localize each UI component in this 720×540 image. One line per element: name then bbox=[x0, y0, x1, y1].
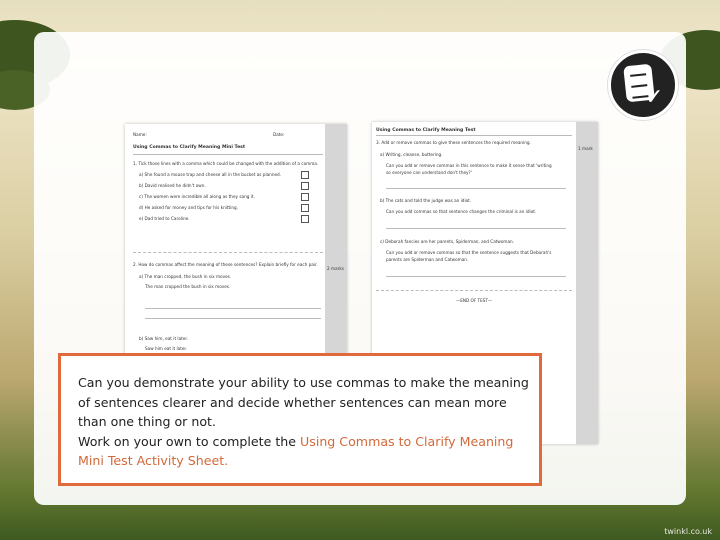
q1-item: c) The women were incredible all along as they sang it. bbox=[139, 194, 255, 199]
question-3: 3. Add or remove commas to give these sentences the required meaning. bbox=[376, 140, 531, 145]
q3-item: a) Writing, cleanse, buttering. bbox=[380, 152, 443, 157]
q2-item: Saw him eat it later. bbox=[145, 346, 188, 351]
q2-item: The man cropped the bush in six moves. bbox=[145, 284, 231, 289]
instruction-main: Can you demonstrate your ability to use commas to make the meaning of sentences clearer and decide whether sentences can mean more than one thing or not. bbox=[78, 375, 529, 429]
tick-box bbox=[301, 171, 309, 179]
q1-item: e) Dad tried to Caroline. bbox=[139, 216, 190, 221]
worksheet-thumbnail-1 bbox=[125, 124, 347, 364]
q3-item: c) Deborah fancies are her parents, Spiderman, and Catwoman. bbox=[380, 239, 515, 244]
marks-column bbox=[576, 122, 598, 444]
q3-item: parents are Spiderman and Catwoman. bbox=[386, 257, 469, 262]
q2-item: a) The man cropped, the bush in six moves. bbox=[139, 274, 232, 279]
q1-item: d) He asked for money and tips for his knitting. bbox=[139, 205, 238, 210]
tick-box bbox=[301, 204, 309, 212]
activity-sheet-link[interactable]: Using Commas to Clarify Meaning Mini Test Activity Sheet. bbox=[78, 433, 514, 468]
tick-box bbox=[301, 182, 309, 190]
instruction-line2: Work on your own to complete the bbox=[78, 433, 301, 449]
q3-item: so everyone can understand don't they?' bbox=[386, 170, 472, 175]
end-of-test: —END OF TEST— bbox=[456, 298, 493, 303]
footer-watermark: twinkl.co.uk bbox=[664, 527, 712, 536]
tick-box bbox=[301, 193, 309, 201]
q1-item: a) She found a mouse trap and cheese all in the bucket as planned. bbox=[139, 172, 282, 177]
marks-label: 1 mark bbox=[578, 146, 593, 151]
q2-item: b) Saw him, eat it later. bbox=[139, 336, 189, 341]
instruction-box bbox=[58, 353, 542, 486]
date-label: Date: bbox=[273, 132, 285, 137]
worksheet-logo-icon: ✓ bbox=[608, 50, 678, 120]
q3-item: Can you add commas so that sentence changes the criminal is an idiot. bbox=[386, 209, 537, 214]
question-2: 2. How do commas affect the meaning of these sentences? Explain briefly for each pair. bbox=[133, 262, 318, 267]
worksheet-title: Using Commas to Clarify Meaning Test bbox=[376, 128, 476, 133]
q3-item: b) The cats and told the judge was an idiot. bbox=[380, 198, 472, 203]
q1-item: b) David realised he didn't own. bbox=[139, 183, 206, 188]
marks-column bbox=[325, 124, 347, 364]
tick-box bbox=[301, 215, 309, 223]
worksheet-title: Using Commas to Clarify Meaning Mini Test bbox=[133, 145, 246, 150]
question-1: 1. Tick those lines with a comma which could be changed with the addition of a comma. bbox=[133, 161, 319, 166]
marks-label: 2 marks bbox=[327, 266, 344, 271]
q3-item: Can you add or remove commas in this sentence to make it sense that 'writing bbox=[386, 163, 552, 168]
name-label: Name: bbox=[133, 132, 147, 137]
q3-item: Can you add or remove commas so that the sentence suggests that Deborah's bbox=[386, 250, 552, 255]
instruction-text bbox=[78, 373, 530, 471]
